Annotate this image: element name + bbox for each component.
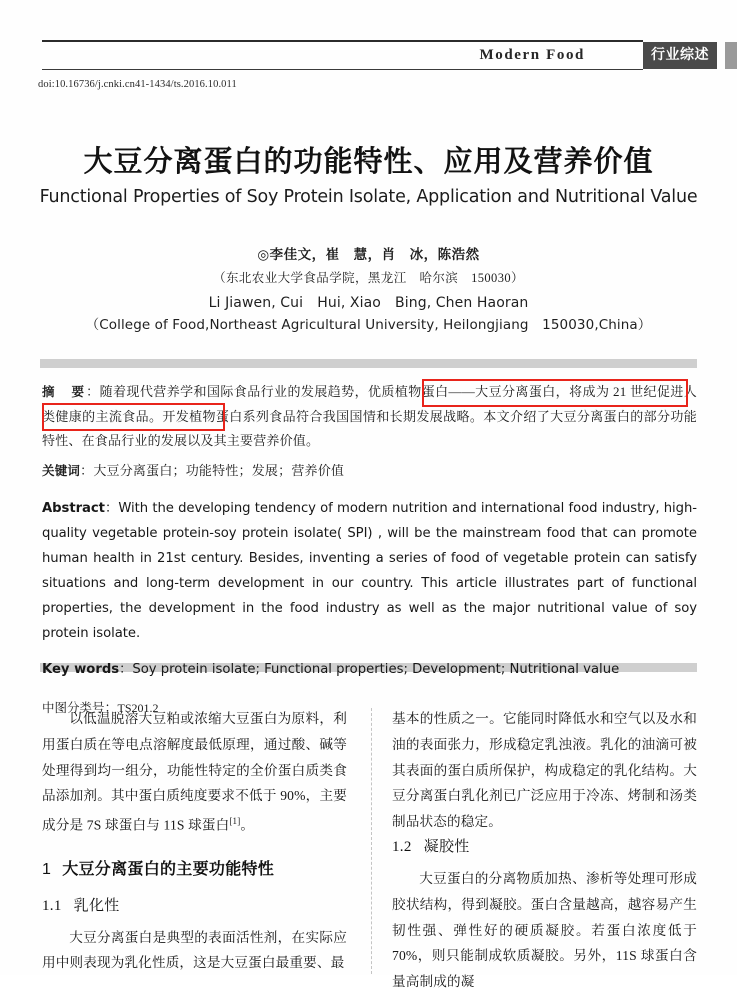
intro-paragraph-end: 。	[240, 817, 255, 833]
affiliation-chinese: （东北农业大学食品学院，黑龙江 哈尔滨 150030）	[213, 271, 524, 285]
keywords-label-english: Key words	[42, 661, 120, 677]
abstract-chinese-before: 随着现代营养学和国际食品行业的发展趋势，	[99, 384, 369, 399]
page-title-chinese: 大豆分离蛋白的功能特性、应用及营养价值	[83, 144, 654, 178]
keywords-value-chinese: 大豆分离蛋白；功能特性；发展；营养价值	[93, 462, 345, 478]
keywords-colon-cn: ：	[80, 462, 94, 478]
gelation-paragraph: 大豆蛋白的分离物质加热、渗析等处理可形成胶状结构，得到凝胶。蛋白含量越高，越容易产生韧性强、弹性好的硬质凝胶。若蛋白浓度低于 70%，则只能制成软质凝胶。另外，11S 球蛋白含量高制成的凝	[392, 870, 697, 990]
keywords-english	[42, 659, 697, 681]
heading-1-1-text: 乳化性	[73, 895, 120, 914]
abstract-chinese-after: 开发植物蛋白系列食品符合我国国情和长期发展战略。本文介绍了大豆分离蛋白的部分功能特性、在食品行业的发展以及其主要营养价值。	[42, 408, 697, 448]
authors-english: Li Jiawen, Cui Hui, Xiao Bing, Chen Haoran	[208, 295, 529, 311]
abstract-label-english: Abstract	[42, 500, 105, 516]
abstract-colon-2: ：	[104, 500, 119, 516]
heading-1-section	[42, 856, 347, 879]
keywords-label-chinese: 关键词	[42, 462, 81, 478]
abstract-english	[42, 496, 697, 646]
abstract-colon-1: ：	[86, 384, 100, 399]
abstract-label-chinese: 摘 要	[42, 384, 87, 399]
clc-value: TS201.2	[117, 700, 159, 715]
abstract-chinese-highlighted: 优质植物蛋白——大豆分离蛋白，将成为 21 世纪促进人类健康的主流食品。	[42, 384, 697, 424]
abstract-chinese	[42, 380, 697, 454]
gray-divider-top	[40, 359, 697, 368]
keywords-chinese	[42, 460, 697, 482]
page-header	[42, 40, 709, 72]
doi-line: doi:10.16736/j.cnki.cn41-1434/ts.2016.10.011	[38, 79, 237, 90]
badge-tail-block	[725, 42, 737, 69]
clc-label: 中图分类号	[42, 699, 105, 715]
heading-1-text: 大豆分离蛋白的主要功能特性	[62, 858, 275, 878]
abstract-english-text: With the developing tendency of modern nutrition and international food industry, high-quality vegetable protein-soy protein isolate( SPI) , will be the mainstream food that can promote human health in 21st century. Besides, inventing a series of food of vegetable protein can satisfy situations and long-term development in our country. This article illustrates part of functional properties, the development in the food industry as well as the major nutritional value of soy protein isolate.	[42, 500, 697, 641]
authors-chinese: ◎李佳文，崔 慧，肖 冰，陈浩然	[257, 247, 480, 263]
heading-1-2-number: 1.2	[392, 838, 412, 855]
header-rule-top	[42, 40, 643, 42]
page-title-english: Functional Properties of Soy Protein Isolate, Application and Nutritional Value	[39, 187, 698, 207]
column-divider	[371, 708, 373, 974]
body-column-left	[42, 706, 347, 976]
heading-1-2-section	[392, 835, 697, 856]
heading-1-number: 1	[42, 860, 52, 878]
intro-paragraph	[42, 706, 347, 839]
intro-citation-superscript: [1]	[229, 816, 241, 827]
keywords-value-english: Soy protein isolate; Functional properties; Development; Nutritional value	[132, 661, 620, 677]
journal-name: Modern Food	[479, 47, 585, 63]
keywords-colon-en: ：	[119, 661, 133, 677]
intro-paragraph-text: 以低温脱溶大豆粕或浓缩大豆蛋白为原料，利用蛋白质在等电点溶解度最低原理，通过酸、碱等处理得到均一组分，功能性特定的全价蛋白质类食品添加剂。其中蛋白质纯度要求不低于 90%，主要成分是 7S 球蛋白与 11S 球蛋白	[42, 711, 347, 833]
heading-1-1-number: 1.1	[42, 897, 62, 914]
header-rule-bottom	[42, 69, 643, 70]
emulsification-paragraph: 大豆分离蛋白是典型的表面活性剂，在实际应用中则表现为乳化性质，这是大豆蛋白最重要、最	[42, 929, 347, 971]
heading-1-2-text: 凝胶性	[423, 836, 470, 855]
section-badge: 行业综述	[643, 42, 717, 69]
body-column-right	[392, 706, 697, 995]
affiliation-english: （College of Food,Northeast Agricultural University, Heilongjiang 150030,China）	[85, 317, 652, 333]
heading-1-1-section	[42, 894, 347, 915]
abstract-block	[42, 380, 697, 716]
emulsification-continued-paragraph: 基本的性质之一。它能同时降低水和空气以及水和油的表面张力，形成稳定乳浊液。乳化的油滴可被其表面的蛋白质所保护，构成稳定的乳化结构。大豆分离蛋白乳化剂已广泛应用于冷冻、烤制和汤类制品状态的稳定。	[392, 711, 697, 830]
body-columns	[42, 706, 697, 990]
clc-colon: ：	[104, 699, 118, 715]
